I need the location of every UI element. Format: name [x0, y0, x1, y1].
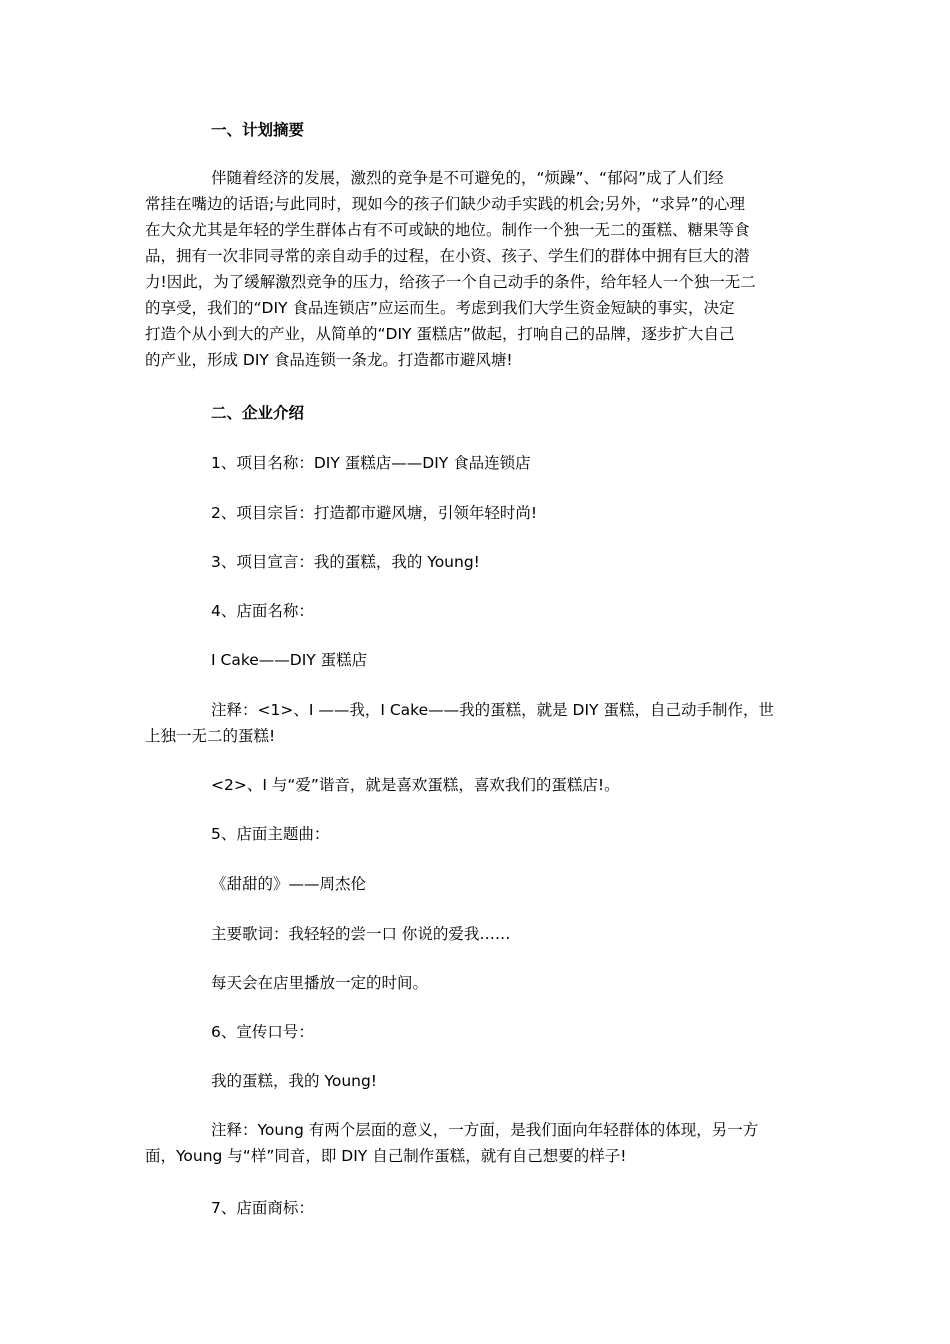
note-line: 上独一无二的蛋糕!: [145, 727, 276, 745]
note-1: [145, 697, 815, 749]
section-heading-company-intro: 二、企业介绍: [211, 404, 305, 422]
item-theme-song: 5、店面主题曲：: [211, 825, 330, 843]
note-line: 面，Young 与“样”同音，即 DIY 自己制作蛋糕，就有自己想要的样子!: [145, 1147, 627, 1165]
note-2: <2>、I 与“爱”谐音，就是喜欢蛋糕，喜欢我们的蛋糕店!。: [211, 776, 620, 794]
paragraph-line: 在大众尤其是年轻的学生群体占有不可或缺的地位。制作一个独一无二的蛋糕、糖果等食: [145, 221, 750, 239]
paragraph-line: 力!因此，为了缓解激烈竞争的压力，给孩子一个自己动手的条件，给年轻人一个独一无二: [145, 273, 756, 291]
note-line: 注释：Young 有两个层面的意义，一方面，是我们面向年轻群体的体现，另一方: [211, 1121, 759, 1139]
play-note: 每天会在店里播放一定的时间。: [211, 974, 429, 992]
song-title: 《甜甜的》——周杰伦: [211, 875, 367, 893]
song-lyrics: 主要歌词：我轻轻的尝一口 你说的爱我……: [211, 925, 511, 943]
item-store-logo: 7、店面商标：: [211, 1199, 314, 1217]
paragraph-line: 品，拥有一次非同寻常的亲自动手的过程，在小资、孩子、学生们的群体中拥有巨大的潜: [145, 247, 750, 265]
slogan-value: 我的蛋糕，我的 Young!: [211, 1072, 378, 1090]
item-project-purpose: 2、项目宗旨：打造都市避风塘，引领年轻时尚!: [211, 504, 538, 522]
paragraph-line: 打造个从小到大的产业，从简单的“DIY 蛋糕店”做起，打响自己的品牌，逐步扩大自己: [145, 325, 735, 343]
item-project-name: 1、项目名称：DIY 蛋糕店——DIY 食品连锁店: [211, 454, 531, 472]
paragraph-line: 的享受，我们的“DIY 食品连锁店”应运而生。考虑到我们大学生资金短缺的事实，决定: [145, 299, 735, 317]
paragraph-line: 常挂在嘴边的话语;与此同时，现如今的孩子们缺少动手实践的机会;另外，“求异”的心理: [145, 195, 746, 213]
item-store-name: 4、店面名称：: [211, 602, 314, 620]
note-3: [145, 1117, 815, 1169]
section-heading-plan-summary: 一、计划摘要: [211, 121, 305, 139]
note-line: 注释：<1>、I ——我，I Cake——我的蛋糕，就是 DIY 蛋糕，自己动手制作，世: [211, 701, 774, 719]
item-project-declaration: 3、项目宣言：我的蛋糕，我的 Young!: [211, 553, 480, 571]
summary-paragraph: [145, 165, 815, 373]
paragraph-line: 的产业，形成 DIY 食品连锁一条龙。打造都市避风塘!: [145, 351, 513, 369]
store-name-value: I Cake——DIY 蛋糕店: [211, 651, 368, 669]
item-slogan: 6、宣传口号：: [211, 1023, 314, 1041]
paragraph-line: 伴随着经济的发展，激烈的竞争是不可避免的，“烦躁”、“郁闷”成了人们经: [211, 169, 724, 187]
